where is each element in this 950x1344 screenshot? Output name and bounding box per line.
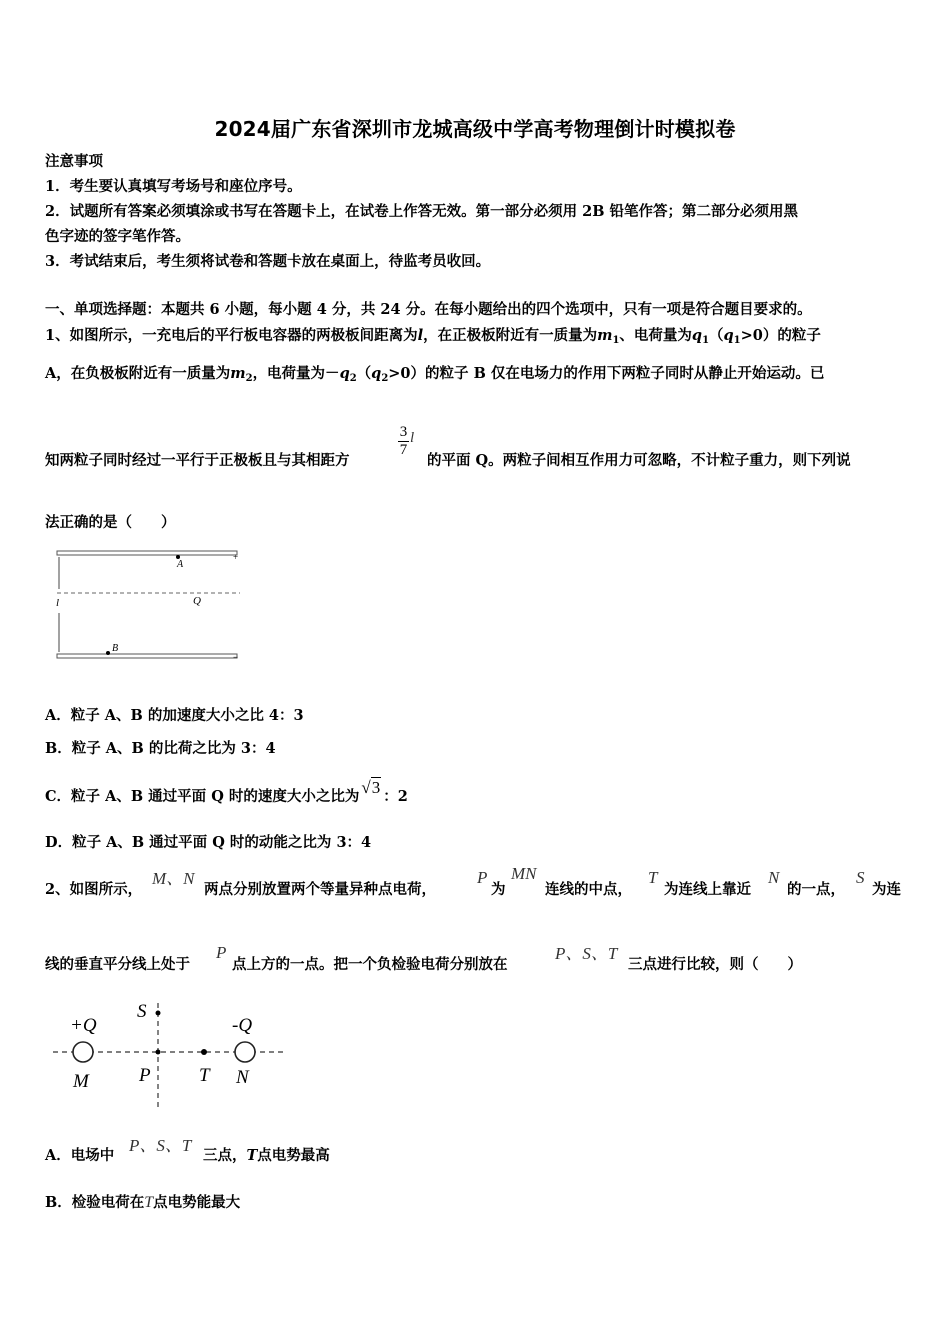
q2-pst: P、S、T [555,944,618,963]
label-b: B [112,643,119,654]
page-title: 2024届广东省深圳市龙城高级中学高考物理倒计时模拟卷 [214,117,736,141]
q2-text-1: 两点分别放置两个等量异种点电荷， [204,881,436,898]
q2-text-2: 为 [491,881,506,898]
label-t: T [199,1065,210,1086]
charges-figure [45,995,295,1110]
label-p: P [139,1065,151,1086]
q2-line-2a: 线的垂直平分线上处于 [45,956,190,973]
plus-sign: + [233,552,239,562]
capacitor-figure [45,543,250,668]
q2-p: P [477,868,488,887]
particle-b-dot [106,651,110,655]
notice-item: 色字迹的签字笔作答。 [45,228,190,245]
charge-m-circle [73,1042,93,1062]
label-l: l [56,597,60,609]
point-p-dot [156,1050,161,1055]
q2-n: N [768,868,780,887]
minus-sign: − [233,652,239,662]
q1-line-2: A，在负极板附近有一质量为$m_2$，电荷量为$-q_2(q_2>0)$的粒子 B 仅在电场力的作用下两粒子同时从静止开始运动。已 [45,365,825,384]
notice-heading: 注意事项 [45,153,103,170]
charge-n-circle [235,1042,255,1062]
q2-line-2c: 三点进行比较，则（ ） [628,956,802,973]
notice-item: 3．考试结束后，考生须将试卷和答题卡放在桌面上，待监考员收回。 [45,253,491,270]
label-plus-q: +Q [70,1015,97,1036]
point-s-dot [156,1011,161,1016]
q2-mn: M、N [152,869,195,888]
q1-line-4: 法正确的是（ ） [45,514,176,531]
q2-s: S [856,868,865,887]
label-q: Q [193,595,201,607]
q1-line-3: 知两粒子同时经过一平行于正极板且与其相距方 [45,452,350,469]
q1-option-a: A．粒子 A、B 的加速度大小之比 4：3 [45,707,304,724]
q2-option-b: B．检验电荷在T点电势能最大 [45,1194,241,1211]
label-s: S [137,1001,147,1022]
q1-line-1: 1、如图所示，一充电后的平行板电容器的两极板间距离为l，在正极板附近有一质量为$m_1$、电荷量为$q_1(q_1>0)$的粒子 [45,327,821,346]
q2-option-a-pst: P、S、T [129,1136,192,1155]
point-t-dot [201,1049,207,1055]
q2-mn2: MN [511,864,537,883]
label-a: A [177,559,184,570]
negative-plate [57,654,237,658]
q2-intro: 2、如图所示， [45,881,143,898]
q2-text-6: 为连 [872,881,901,898]
q2-text-4: 为连线上靠近 [664,881,751,898]
q2-p2: P [216,943,227,962]
q2-text-3: 连线的中点， [545,881,632,898]
label-minus-q: -Q [232,1015,253,1036]
sqrt-symbol: √3 [361,778,381,797]
q1-option-d: D．粒子 A、B 通过平面 Q 时的动能之比为 3：4 [45,834,372,851]
q1-line-3b: 的平面 Q。两粒子间相互作用力可忽略，不计粒子重力，则下列说 [427,452,851,469]
section-heading: 一、单项选择题：本题共 6 小题，每小题 4 分，共 24 分。在每小题给出的四个选项中，只有一项是符合题目要求的。 [45,301,812,318]
q2-t: T [648,868,658,887]
q1-option-c: C．粒子 A、B 通过平面 Q 时的速度大小之比为 √3 ：2 [45,778,408,805]
q1-option-b: B．粒子 A、B 的比荷之比为 3：4 [45,740,276,757]
notice-item: 2．试题所有答案必须填涂或书写在答题卡上，在试卷上作答无效。第一部分必须用 2B 铅笔作答；第二部分必须用黑 [45,203,799,220]
label-n: N [236,1067,249,1088]
fraction-three-sevenths: $\frac{3}{7}$ l [399,424,415,458]
q2-option-a-label: A．电场中 [45,1147,115,1164]
label-m: M [73,1071,89,1092]
q2-text-5: 的一点， [787,881,845,898]
positive-plate [57,551,237,555]
notice-item: 1．考生要认真填写考场号和座位序号。 [45,178,302,195]
q2-option-a-text: 三点，T点电势最高 [203,1147,330,1164]
q2-line-2b: 点上方的一点。把一个负检验电荷分别放在 [232,956,508,973]
